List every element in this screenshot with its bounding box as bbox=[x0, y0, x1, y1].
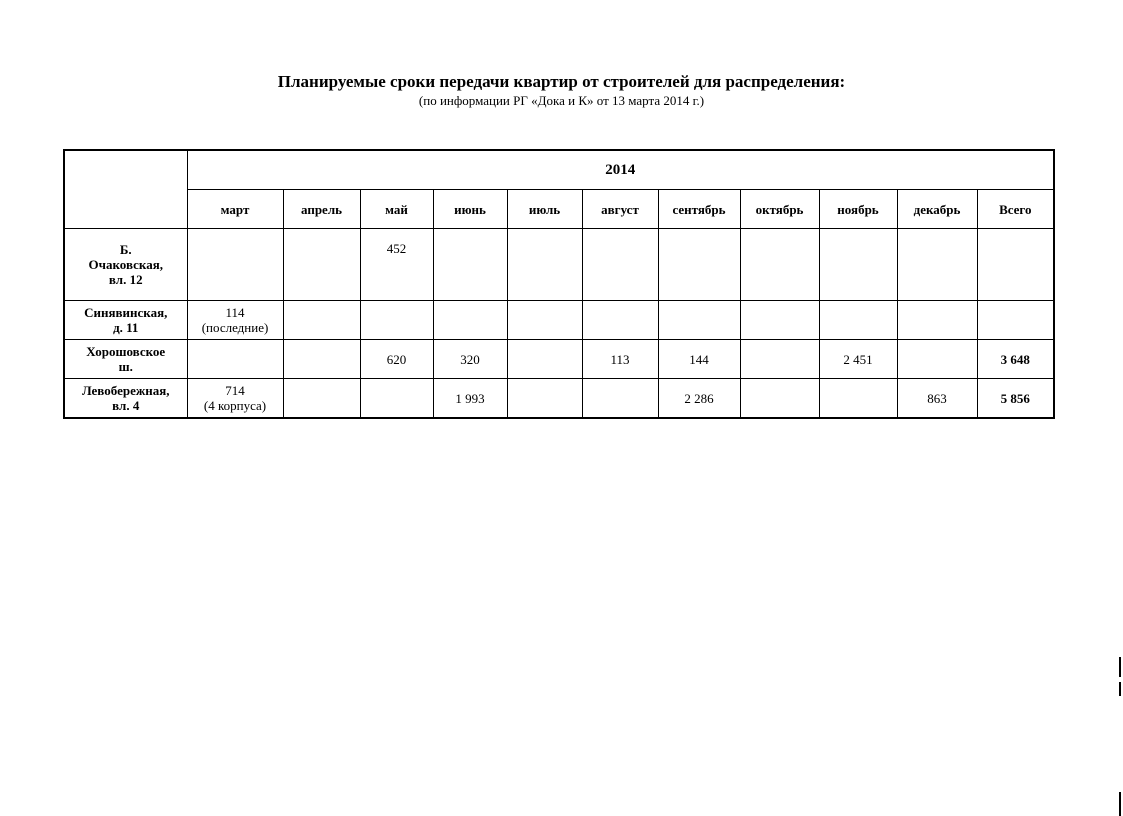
total-cell bbox=[977, 301, 1054, 340]
row-label bbox=[64, 301, 187, 340]
table-row bbox=[64, 379, 1054, 419]
column-header: Всего bbox=[977, 190, 1054, 229]
row-label bbox=[64, 340, 187, 379]
value-cell bbox=[582, 229, 658, 301]
value-cell bbox=[819, 379, 897, 419]
column-header: сентябрь bbox=[658, 190, 740, 229]
row-label-line: ш. bbox=[118, 359, 133, 374]
row-label bbox=[64, 229, 187, 301]
column-header: декабрь bbox=[897, 190, 977, 229]
value-cell bbox=[897, 301, 977, 340]
row-label-line: д. 11 bbox=[113, 320, 139, 335]
column-header: июль bbox=[507, 190, 582, 229]
value-cell: 714 (4 корпуса) bbox=[187, 379, 283, 419]
row-label-line: Левобережная, bbox=[81, 383, 170, 398]
table-row bbox=[64, 340, 1054, 379]
year-header: 2014 bbox=[187, 150, 1054, 190]
document-title: Планируемые сроки передачи квартир от строителей для распределения: bbox=[277, 72, 846, 91]
value-cell bbox=[819, 301, 897, 340]
corner-cell bbox=[64, 150, 187, 229]
scan-mark bbox=[1119, 682, 1121, 696]
value-cell: 113 bbox=[582, 340, 658, 379]
column-header: апрель bbox=[283, 190, 360, 229]
column-header: май bbox=[360, 190, 433, 229]
value-cell: 620 bbox=[360, 340, 433, 379]
value-cell bbox=[283, 340, 360, 379]
row-label-line: Б. bbox=[119, 242, 132, 257]
value-cell bbox=[740, 301, 819, 340]
scan-mark bbox=[1119, 657, 1121, 677]
row-label-line: Хорошовское bbox=[86, 344, 166, 359]
value-cell bbox=[897, 340, 977, 379]
value-cell bbox=[582, 301, 658, 340]
row-label-line: Очаковская, bbox=[88, 257, 163, 272]
value-cell bbox=[740, 229, 819, 301]
row-label-line: вл. 12 bbox=[108, 272, 143, 287]
value-cell: 114 (последние) bbox=[187, 301, 283, 340]
column-header: ноябрь bbox=[819, 190, 897, 229]
value-cell bbox=[433, 229, 507, 301]
value-cell bbox=[819, 229, 897, 301]
value-cell bbox=[283, 379, 360, 419]
table-row bbox=[64, 301, 1054, 340]
value-cell bbox=[360, 301, 433, 340]
value-cell: 452 bbox=[360, 229, 433, 301]
value-cell: 1 993 bbox=[433, 379, 507, 419]
value-cell: 2 451 bbox=[819, 340, 897, 379]
value-cell bbox=[507, 340, 582, 379]
value-cell bbox=[433, 301, 507, 340]
value-cell bbox=[658, 229, 740, 301]
schedule-table bbox=[63, 149, 1055, 419]
value-cell bbox=[740, 340, 819, 379]
document-subtitle: (по информации РГ «Дока и К» от 13 марта 2014 г.) bbox=[418, 93, 705, 108]
value-cell bbox=[658, 301, 740, 340]
table-row bbox=[64, 229, 1054, 301]
value-cell bbox=[897, 229, 977, 301]
row-label-line: Синявинская, bbox=[84, 305, 168, 320]
value-cell bbox=[582, 379, 658, 419]
value-cell bbox=[507, 379, 582, 419]
row-label bbox=[64, 379, 187, 419]
column-header: октябрь bbox=[740, 190, 819, 229]
value-cell bbox=[187, 340, 283, 379]
value-cell: 144 bbox=[658, 340, 740, 379]
value-cell bbox=[360, 379, 433, 419]
value-cell: 320 bbox=[433, 340, 507, 379]
value-cell bbox=[283, 301, 360, 340]
scan-mark bbox=[1119, 792, 1121, 816]
row-label-line: вл. 4 bbox=[112, 398, 140, 413]
column-header: июнь bbox=[433, 190, 507, 229]
total-cell: 5 856 bbox=[977, 379, 1054, 419]
value-cell bbox=[507, 229, 582, 301]
value-cell bbox=[740, 379, 819, 419]
total-cell bbox=[977, 229, 1054, 301]
value-cell bbox=[283, 229, 360, 301]
column-header: август bbox=[582, 190, 658, 229]
value-cell bbox=[187, 229, 283, 301]
total-cell: 3 648 bbox=[977, 340, 1054, 379]
value-cell bbox=[507, 301, 582, 340]
column-header: март bbox=[187, 190, 283, 229]
value-cell: 863 bbox=[897, 379, 977, 419]
value-cell: 2 286 bbox=[658, 379, 740, 419]
